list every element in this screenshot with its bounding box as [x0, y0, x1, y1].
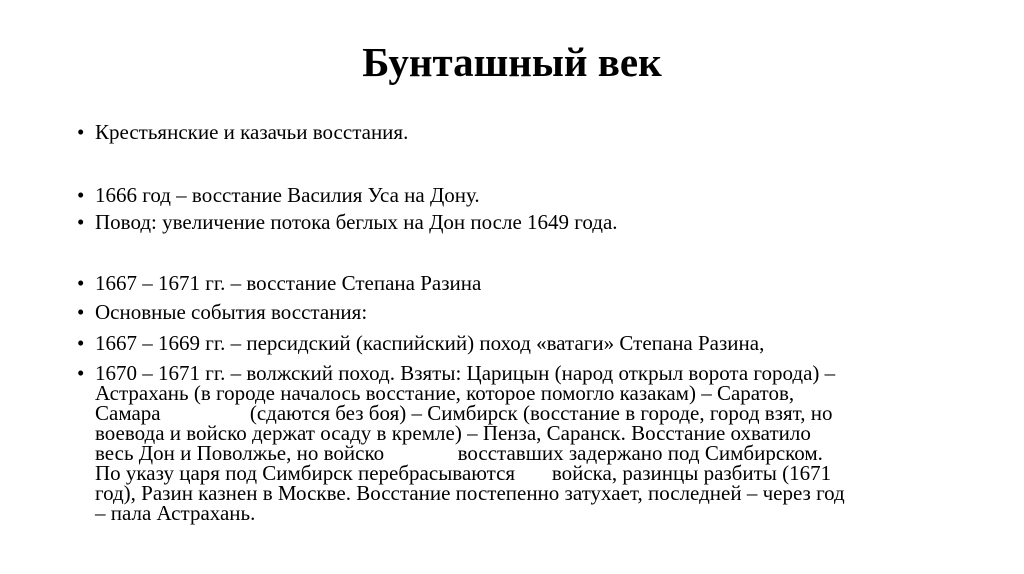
item-text-line: воевода и войско держат осаду в кремле) – Пенза, Саранск. Восстание охватило — [95, 421, 811, 445]
item-text: 1667 – 1669 гг. – персидский (каспийский) поход «ватаги» Степана Разина, — [95, 331, 765, 355]
bullet-icon: • — [77, 300, 85, 324]
item-text-line: год), Разин казнен в Москве. Восстание постепенно затухает, последней – через год — [95, 481, 845, 505]
item-text-line: Астрахань (в городе началось восстание, которое помогло казакам) – Саратов, — [95, 381, 795, 405]
item-text: Основные события восстания: — [95, 300, 368, 324]
bullet-icon: • — [77, 120, 85, 144]
bullet-icon: • — [77, 183, 85, 207]
item-text-line: Самара (сдаются без боя) – Симбирск (восстание в городе, город взят, но — [95, 401, 833, 425]
bullet-icon: • — [77, 271, 85, 295]
item-text: 1666 год – восстание Василия Уса на Дону. — [95, 183, 480, 207]
item-text-line: По указу царя под Симбирск перебрасываются войска, разинцы разбиты (1671 — [95, 461, 832, 485]
item-text: Крестьянские и казачьи восстания. — [95, 120, 409, 144]
bullet-icon: • — [77, 331, 85, 355]
item-text: 1667 – 1671 гг. – восстание Степана Разина — [95, 271, 482, 295]
slide-title: Бунташный век — [362, 39, 662, 85]
item-text: Повод: увеличение потока беглых на Дон после 1649 года. — [95, 210, 618, 234]
item-text-line: 1670 – 1671 гг. – волжский поход. Взяты: Царицын (народ открыл ворота города) – — [95, 361, 836, 385]
item-text-line: весь Дон и Поволжье, но войско восставших задержано под Симбирском. — [95, 441, 823, 465]
item-text-line: – пала Астрахань. — [95, 501, 256, 525]
bullet-icon: • — [77, 361, 85, 385]
bullet-icon: • — [77, 210, 85, 234]
